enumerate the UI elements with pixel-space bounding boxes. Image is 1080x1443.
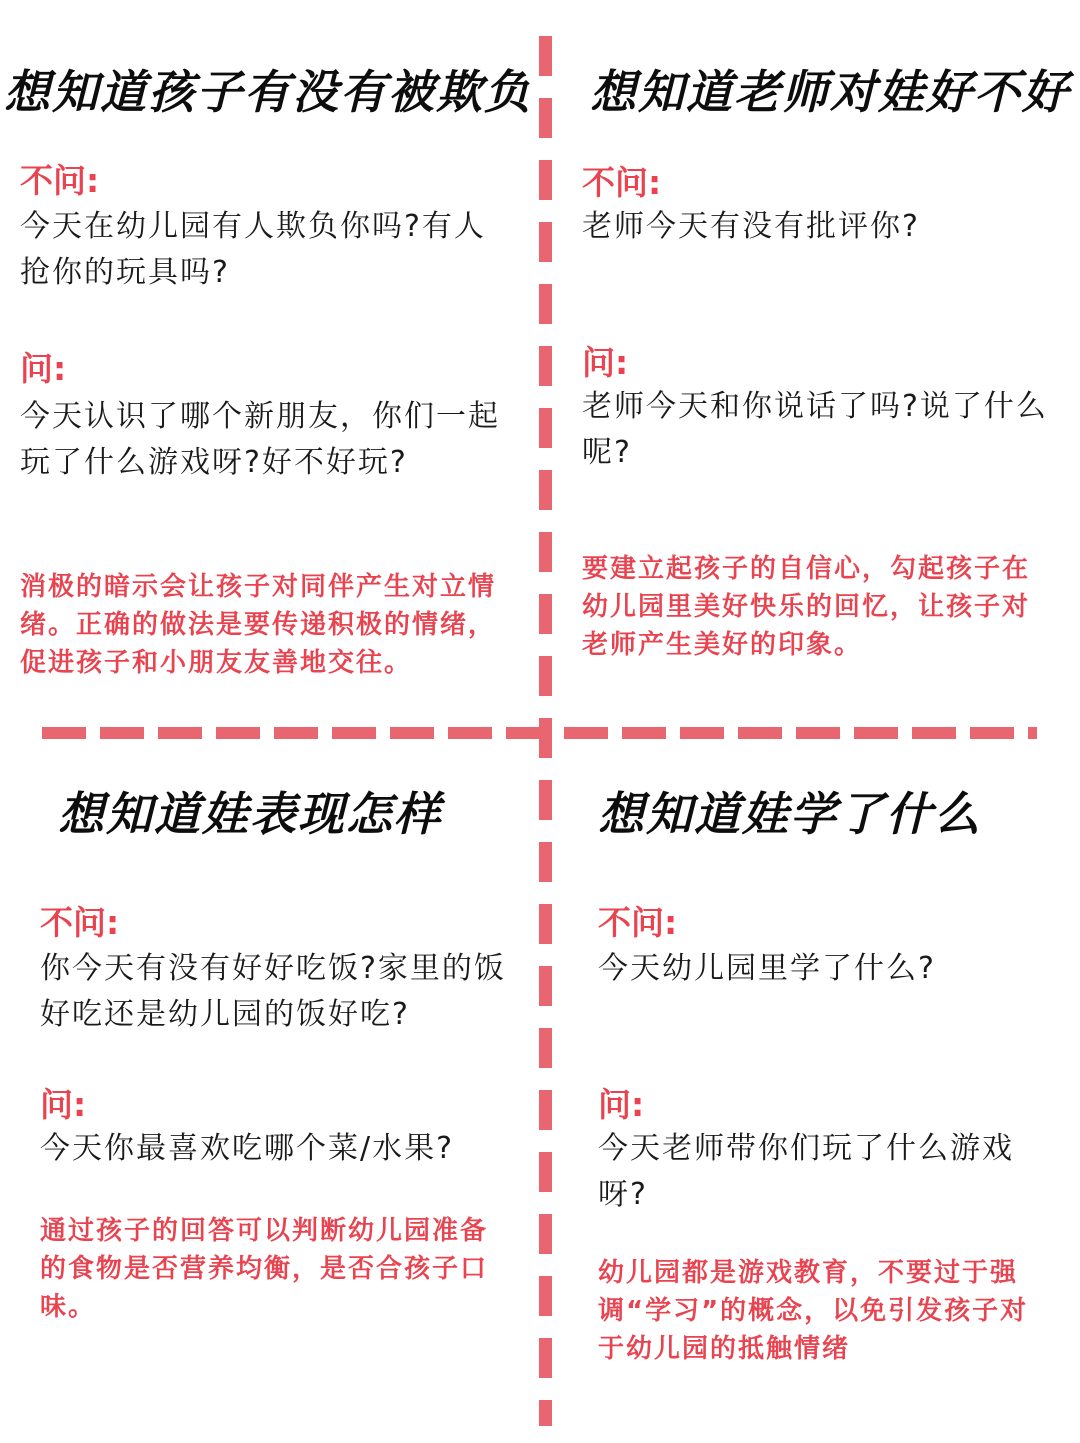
- tip-note: 幼儿园都是游戏教育，不要过于强调“学习”的概念，以免引发孩子对于幼儿园的抵触情绪: [598, 1258, 1029, 1364]
- dont-ask-label: 不问:: [40, 903, 120, 942]
- dont-ask-label: 不问:: [582, 163, 662, 202]
- ask-label: 问:: [582, 343, 629, 382]
- ask-label: 问:: [40, 1085, 87, 1124]
- dont-ask-text: 今天幼儿园里学了什么?: [598, 951, 936, 986]
- ask-text: 今天你最喜欢吃哪个菜/水果?: [40, 1131, 455, 1166]
- horizontal-divider: [42, 727, 1037, 739]
- dont-ask-text: 你今天有没有好好吃饭?家里的饭好吃还是幼儿园的饭好吃?: [40, 951, 506, 1032]
- tip-note: 要建立起孩子的自信心，勾起孩子在幼儿园里美好快乐的回忆，让孩子对老师产生美好的印象。: [582, 554, 1031, 660]
- quadrant-title: 想知道老师对娃好不好: [590, 65, 1070, 119]
- quadrant-teacher: [560, 0, 1080, 720]
- ask-label: 问:: [598, 1085, 645, 1124]
- tip-note: 通过孩子的回答可以判断幼儿园准备的食物是否营养均衡，是否合孩子口味。: [40, 1216, 489, 1322]
- dont-ask-label: 不问:: [20, 161, 100, 200]
- quadrant-title: 想知道娃表现怎样: [58, 787, 442, 841]
- quadrant-title: 想知道孩子有没有被欺负: [4, 65, 532, 119]
- ask-text: 老师今天和你说话了吗?说了什么呢?: [582, 389, 1048, 470]
- quadrant-title: 想知道娃学了什么: [598, 787, 982, 841]
- ask-text: 今天老师带你们玩了什么游戏呀?: [598, 1131, 1014, 1212]
- quadrant-bullied: [0, 0, 530, 720]
- tip-note: 消极的暗示会让孩子对同伴产生对立情绪。正确的做法是要传递积极的情绪，促进孩子和小朋友友善地交往。: [20, 572, 497, 678]
- ask-label: 问:: [20, 349, 67, 388]
- dont-ask-text: 老师今天有没有批评你?: [582, 209, 920, 244]
- quadrant-learning: [560, 750, 1080, 1443]
- dont-ask-text: 今天在幼儿园有人欺负你吗?有人抢你的玩具吗?: [20, 209, 486, 290]
- dont-ask-label: 不问:: [598, 903, 678, 942]
- quadrant-performance: [0, 750, 530, 1443]
- ask-text: 今天认识了哪个新朋友，你们一起玩了什么游戏呀?好不好玩?: [20, 399, 500, 480]
